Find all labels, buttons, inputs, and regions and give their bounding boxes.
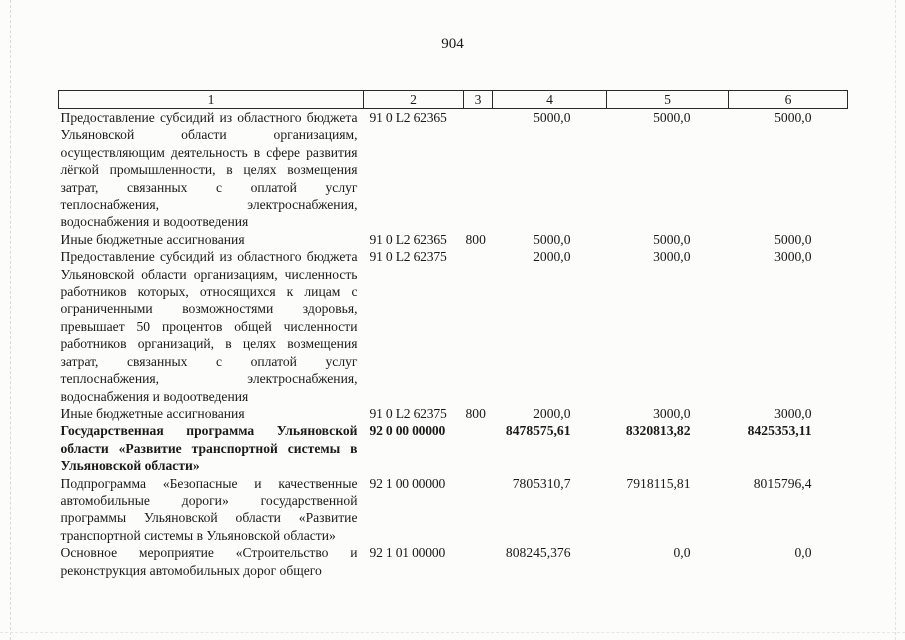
row-name: Государственная программа Ульяновской области «Развитие транспортной системы в Ульяновской области» [60, 423, 358, 474]
row-name: Подпрограмма «Безопасные и качественные автомобильные дороги» государственной программы Ульяновской области «Развитие транспортной системы в Ульяновской области» [60, 475, 358, 543]
row-target-code: 92 0 00 00000 [369, 423, 446, 439]
row-amount-col-6: 0,0 [794, 545, 812, 561]
row-amount-col-6: 8425353,11 [747, 423, 812, 439]
row-name: Иные бюджетные ассигнования [60, 231, 245, 247]
header-col-2: 2 [364, 91, 464, 109]
header-col-3: 3 [464, 91, 493, 109]
header-col-1: 1 [59, 91, 364, 109]
row-amount-col-5: 8320813,82 [625, 423, 691, 439]
row-name: Иные бюджетные ассигнования [60, 405, 245, 421]
row-expense-type: 800 [465, 231, 486, 247]
table-header [59, 91, 848, 109]
row-amount-col-6: 3000,0 [774, 249, 812, 265]
row-name: Основное мероприятие «Строительство и реконструкция автомобильных дорог общего [60, 545, 358, 578]
row-name: Предоставление субсидий из областного бюджета Ульяновской области организациям, численность работников которых, относящихся к лицам с ограниченными возможностями здоровья, превышает 50 процентов общей численности работников организаций, в целях возмещения затрат, связанных с оплатой услуг теплоснабжения, электроснабжения, водоснабжения и водоотведения [60, 249, 358, 404]
row-expense-type [464, 475, 493, 545]
row-amount-col-4: 2000,0 [533, 405, 571, 421]
scan-edge-bottom [0, 632, 905, 634]
row-amount-col-4: 5000,0 [533, 110, 571, 125]
scan-edge-left [10, 0, 12, 640]
row-amount-col-6: 3000,0 [774, 405, 812, 421]
row-expense-type [464, 422, 493, 474]
table-row [59, 109, 848, 231]
row-target-code: 91 0 L2 62375 [369, 249, 447, 265]
row-amount-col-5: 3000,0 [653, 249, 691, 265]
table-row [59, 544, 848, 579]
row-amount-col-4: 5000,0 [533, 231, 571, 247]
row-expense-type [464, 544, 493, 579]
table-row [59, 405, 848, 422]
row-expense-type: 800 [465, 405, 486, 421]
row-amount-col-4: 8478575,61 [505, 423, 571, 439]
row-amount-col-6: 5000,0 [774, 110, 812, 125]
table-row [59, 248, 848, 405]
row-name: Предоставление субсидий из областного бюджета Ульяновской области организациям, осуществляющим деятельность в сфере развития лёгкой промышленности, в целях возмещения затрат, связанных с оплатой услуг теплоснабжения, электроснабжения, водоснабжения и водоотведения [60, 110, 358, 230]
row-amount-col-5: 5000,0 [653, 231, 691, 247]
table-row [59, 231, 848, 248]
row-amount-col-6: 5000,0 [774, 231, 812, 247]
row-amount-col-6: 8015796,4 [753, 475, 812, 491]
row-amount-col-5: 7918115,81 [626, 475, 691, 491]
row-expense-type [464, 248, 493, 405]
row-amount-col-5: 5000,0 [653, 110, 691, 125]
scan-edge-right [895, 0, 897, 640]
header-col-4: 4 [493, 91, 607, 109]
table-row [59, 475, 848, 545]
row-target-code: 91 0 L2 62375 [369, 405, 447, 421]
header-col-5: 5 [607, 91, 729, 109]
row-target-code: 91 0 L2 62365 [369, 231, 447, 247]
row-target-code: 91 0 L2 62365 [369, 110, 447, 125]
row-target-code: 92 1 01 00000 [369, 545, 446, 561]
row-amount-col-5: 3000,0 [653, 405, 691, 421]
header-row [59, 91, 848, 109]
row-amount-col-4: 2000,0 [533, 249, 571, 265]
table-body [59, 109, 848, 579]
budget-table [58, 90, 848, 579]
table-row [59, 422, 848, 474]
page-number: 904 [441, 36, 464, 52]
row-target-code: 92 1 00 00000 [369, 475, 446, 491]
row-amount-col-4: 7805310,7 [512, 475, 571, 491]
row-expense-type [464, 109, 493, 231]
header-col-6: 6 [729, 91, 848, 109]
row-amount-col-5: 0,0 [673, 545, 691, 561]
row-amount-col-4: 808245,376 [505, 545, 571, 561]
